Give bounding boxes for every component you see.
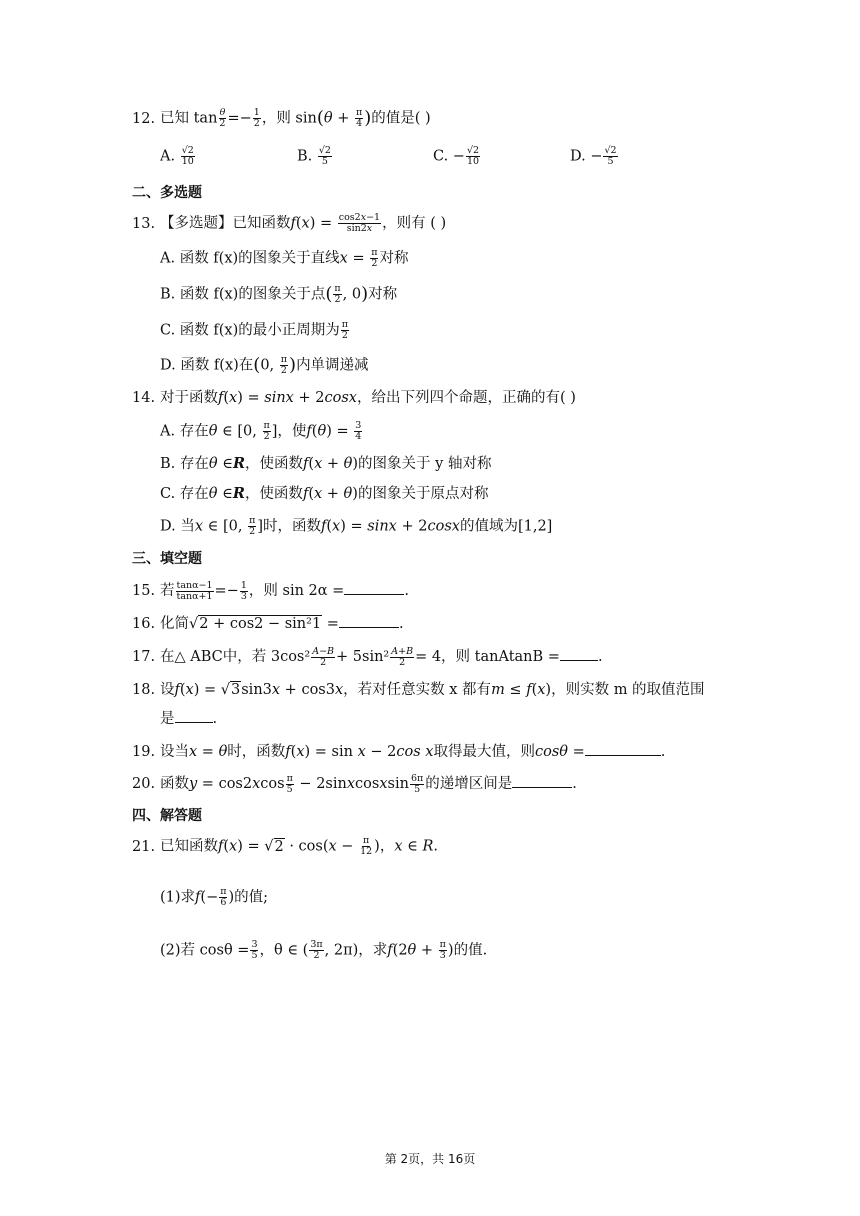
section-fill-blank: 三、填空题 [132, 551, 202, 567]
q12-option-a: A. $\frac{√2}{10}$ [160, 145, 194, 167]
question-21: 21. 已知函数f(x) = √2 · cos(x − $\frac{\pi}{12}$ )，x ∈ R. [132, 835, 439, 857]
q13-option-a: A. 函数 f(x)的图象关于直线x = $\frac{\pi}{2}$ 对称 [160, 247, 409, 269]
question-18: 18. 设f(x) = √3sin3x + cos3x，若对任意实数 x 都有m ≤ f(x)，则实数 m 的取值范围 [132, 682, 705, 698]
answer-blank [512, 773, 572, 788]
q13-option-b: B. 函数 f(x)的图象关于点( $\frac{\pi}{2}$ , 0)对称 [160, 283, 398, 305]
q13-option-c: C. 函数 f(x)的最小正周期为 $\frac{\pi}{2}$ [160, 319, 349, 341]
question-14: 14. 对于函数f(x) = sinx + 2cosx，给出下列四个命题，正确的有( ) [132, 390, 576, 406]
answer-blank [344, 580, 404, 595]
answer-blank [585, 741, 661, 756]
question-13: 13. 【多选题】已知函数f(x) = $\frac{\cos 2x-1}{\sin 2x}$ ，则有 ( ) [132, 212, 447, 234]
q12-option-c: C. − $\frac{√2}{10}$ [433, 145, 480, 167]
section-problems: 四、解答题 [132, 808, 202, 824]
question-12: 12. 已知 tan $\frac{\theta}{2}$ =− $\frac{1}{2}$ ，则 sin(θ + $\frac{\pi}{4}$ )的值是( ) [132, 107, 431, 129]
question-21-part-2: (2)若 cosθ = $\frac{3}{5}$ ，θ ∈ ( $\frac{3\pi}{2}$ , 2π)，求f(2θ + $\frac{\pi}{3}$ )的值. [160, 939, 488, 961]
answer-blank [560, 646, 598, 661]
question-19: 19. 设当x = θ时，函数f(x) = sin x − 2cos x取得最大值，则cosθ = . [132, 741, 760, 762]
question-21-part-1: (1)求f(− $\frac{\pi}{6}$ )的值; [160, 886, 269, 908]
question-20: 20. 函数y = cos2xcos $\frac{\pi}{5}$ − 2sinxcosxsin $\frac{6\pi}{5}$ 的递增区间是 . [132, 772, 577, 795]
q12-option-b: B. $\frac{√2}{5}$ [297, 145, 331, 167]
q14-option-c: C. 存在θ ∈R，使函数f(x + θ)的图象关于原点对称 [160, 485, 489, 502]
q14-option-d: D. 当x ∈ [0, $\frac{\pi}{2}$ ]时，函数f(x) = sinx + 2cosx的值域为[1,2] [160, 515, 553, 537]
q14-option-a: A. 存在θ ∈ [0, $\frac{\pi}{2}$ ]，使f(θ) = $\frac{3}{4}$ [160, 420, 362, 442]
q13-option-d: D. 函数 f(x)在(0, $\frac{\pi}{2}$ )内单调递减 [160, 354, 369, 376]
question-15: 15. 若 $\frac{\tan\alpha-1}{\tan\alpha+1}$ =− $\frac{1}{3}$ ，则 sin 2α = . [132, 579, 409, 602]
question-18-continued: 是 . [160, 708, 760, 729]
q12-option-d: D. − $\frac{√2}{5}$ [570, 145, 617, 167]
section-multiple-choice: 二、多选题 [132, 185, 202, 201]
question-17: 17. 在△ ABC中，若 3cos² $\frac{A-B}{2}$ + 5sin² $\frac{A+B}{2}$ = 4，则 tanAtanB = . [132, 645, 603, 668]
q14-option-b: B. 存在θ ∈R，使函数f(x + θ)的图象关于 y 轴对称 [160, 455, 492, 472]
page-footer: 第 2页，共 16页 [384, 1152, 476, 1166]
answer-blank [339, 613, 399, 628]
answer-blank [175, 708, 213, 723]
question-16: 16. 化简√2 + cos2 − sin²1 = . [132, 613, 760, 634]
